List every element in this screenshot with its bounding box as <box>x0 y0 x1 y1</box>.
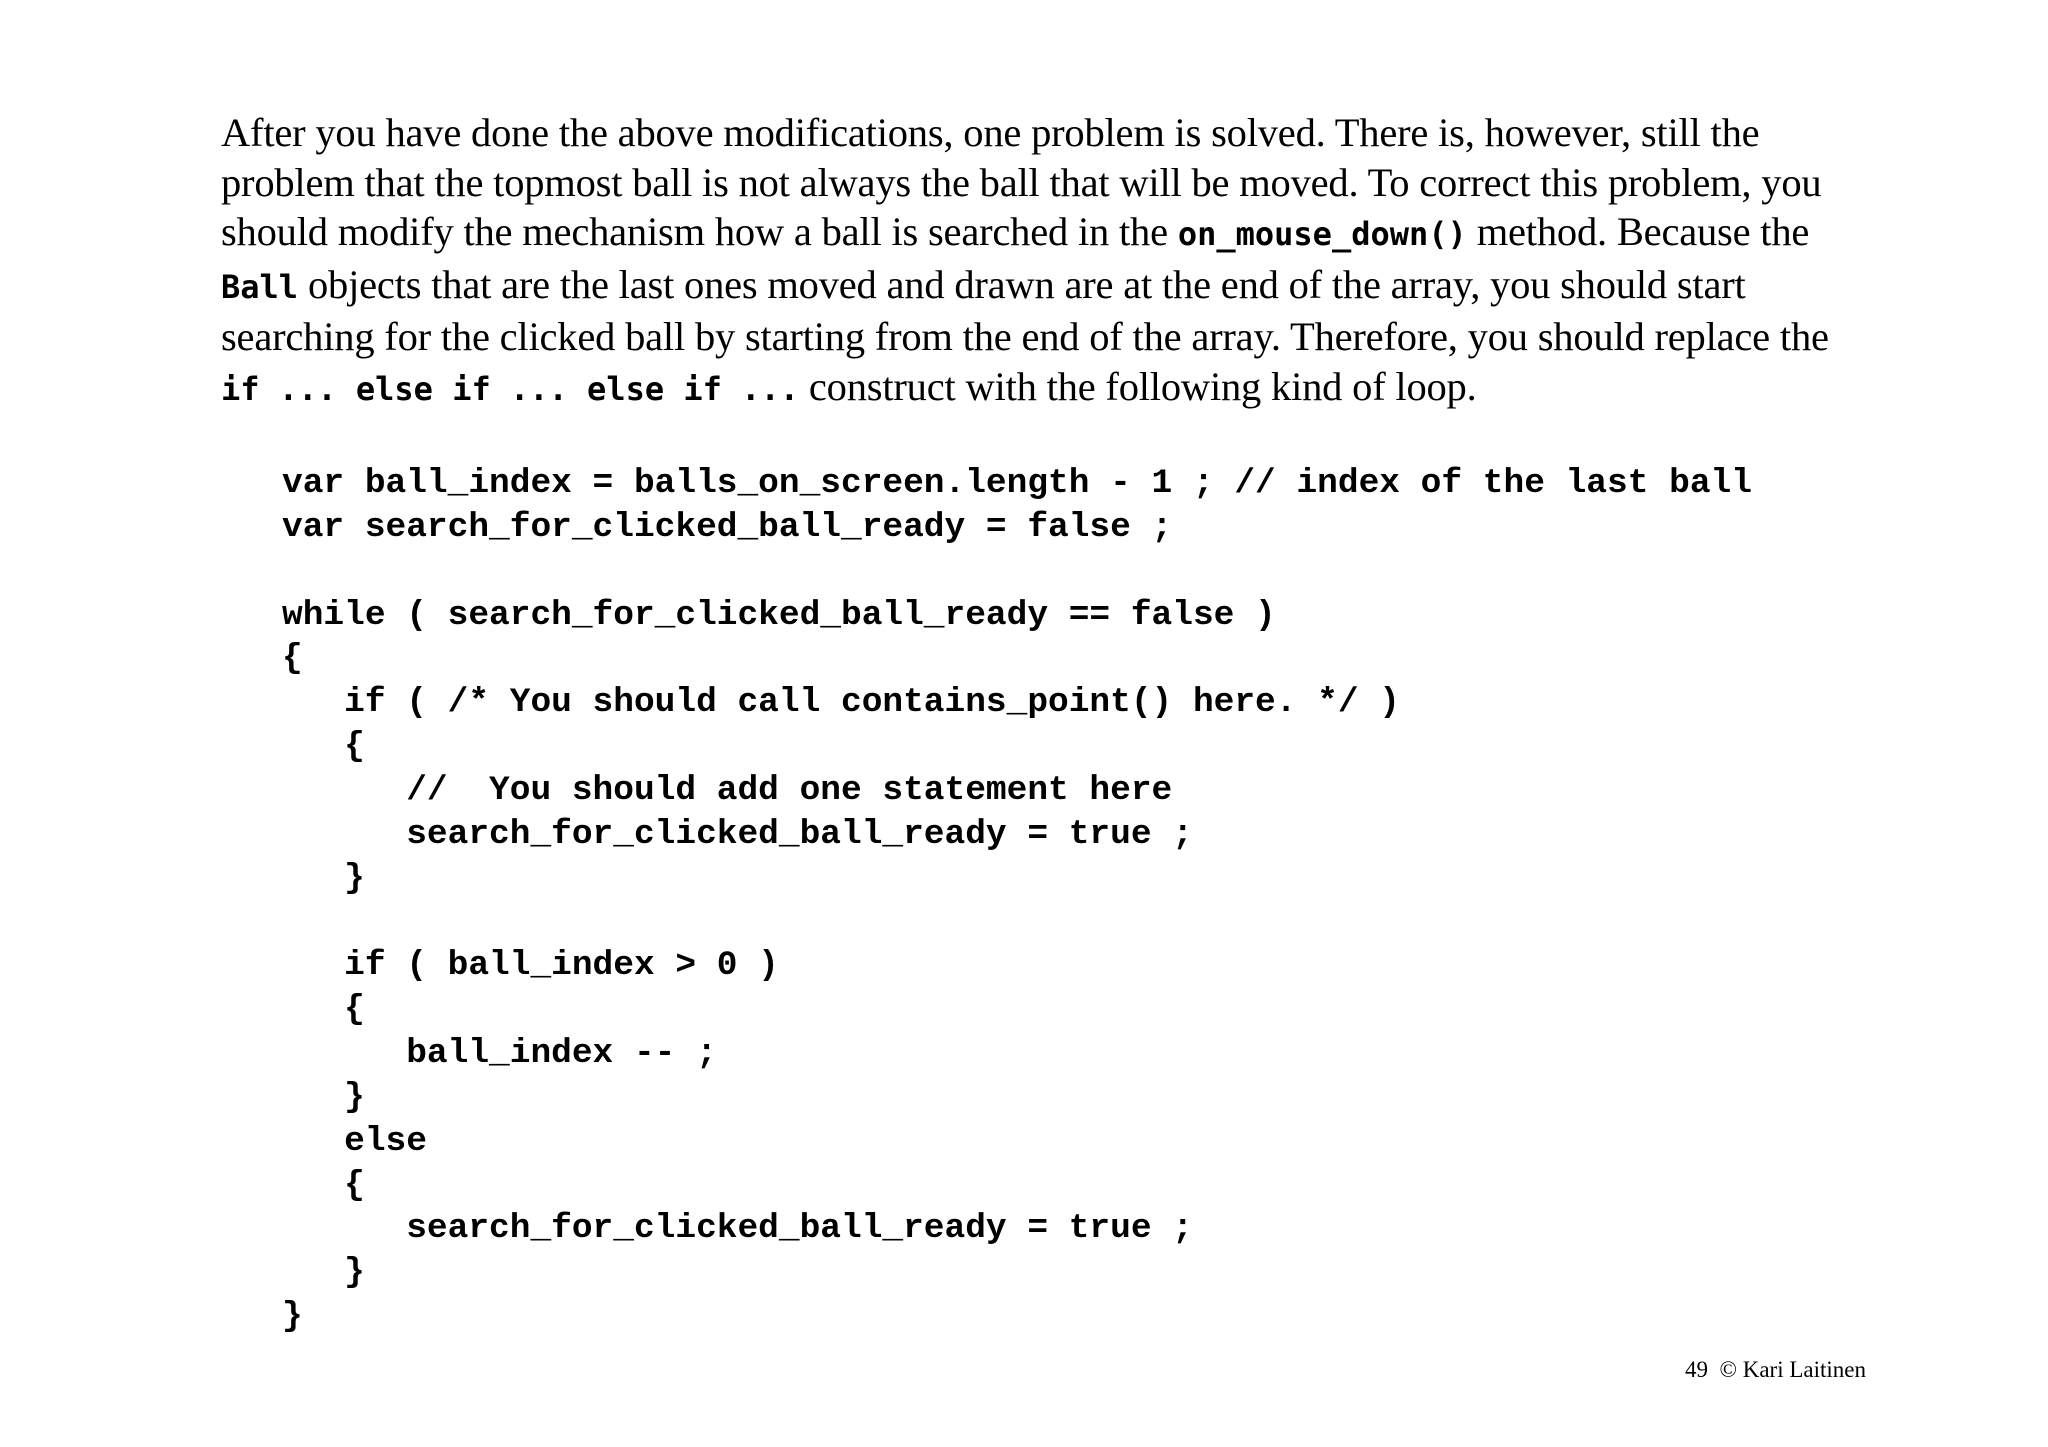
code-line: if ( /* You should call contains_point() here. */ ) <box>282 683 1400 723</box>
code-line: // You should add one statement here <box>282 770 1173 810</box>
code-line: } <box>282 858 365 898</box>
page-footer <box>1685 1356 1866 1384</box>
code-line: search_for_clicked_ball_ready = true ; <box>282 814 1193 854</box>
code-line: if ( ball_index > 0 ) <box>282 946 779 986</box>
code-block <box>282 462 1752 1339</box>
paragraph-text-part: method. Because the <box>1466 209 1810 254</box>
page-number: 49 <box>1685 1357 1709 1382</box>
paragraph-text-part: construct with the following kind of loop. <box>798 363 1477 409</box>
code-line: var search_for_clicked_ball_ready = false ; <box>282 507 1173 547</box>
paragraph-text <box>221 108 1861 414</box>
code-line: { <box>282 990 365 1030</box>
code-line: } <box>282 1297 303 1337</box>
code-line <box>282 900 1752 944</box>
inline-code-on-mouse-down: on_mouse_down() <box>1177 215 1467 253</box>
code-line: while ( search_for_clicked_ball_ready == false ) <box>282 595 1276 635</box>
code-line: } <box>282 1253 365 1293</box>
code-line: } <box>282 1077 365 1117</box>
paragraph-text-part: After you have done the above modifications, one problem is solved. There is, however, still the problem that the topmost ball is not always the ball that will be moved. To correct this problem, you should modify the mechanism how a ball is searched in the <box>221 110 1822 254</box>
code-line: ball_index -- ; <box>282 1033 717 1073</box>
inline-code-if-else-construct: if ... else if ... else if ... <box>221 369 799 408</box>
paragraph-text-part: objects that are the last ones moved and drawn are at the end of the array, you should start searching for the clicked ball by starting from the end of the array. Therefore, you should replace the <box>221 261 1829 359</box>
code-line: search_for_clicked_ball_ready = true ; <box>282 1209 1193 1249</box>
inline-code-ball: Ball <box>221 267 299 306</box>
code-line: { <box>282 727 365 767</box>
code-line: { <box>282 1165 365 1205</box>
copyright-notice: © Kari Laitinen <box>1719 1357 1866 1382</box>
code-line: else <box>282 1121 427 1161</box>
code-line <box>282 550 1752 594</box>
body-paragraph <box>221 108 1861 414</box>
code-line: var ball_index = balls_on_screen.length - 1 ; // index of the last ball <box>282 464 1752 503</box>
code-line: { <box>282 639 303 679</box>
